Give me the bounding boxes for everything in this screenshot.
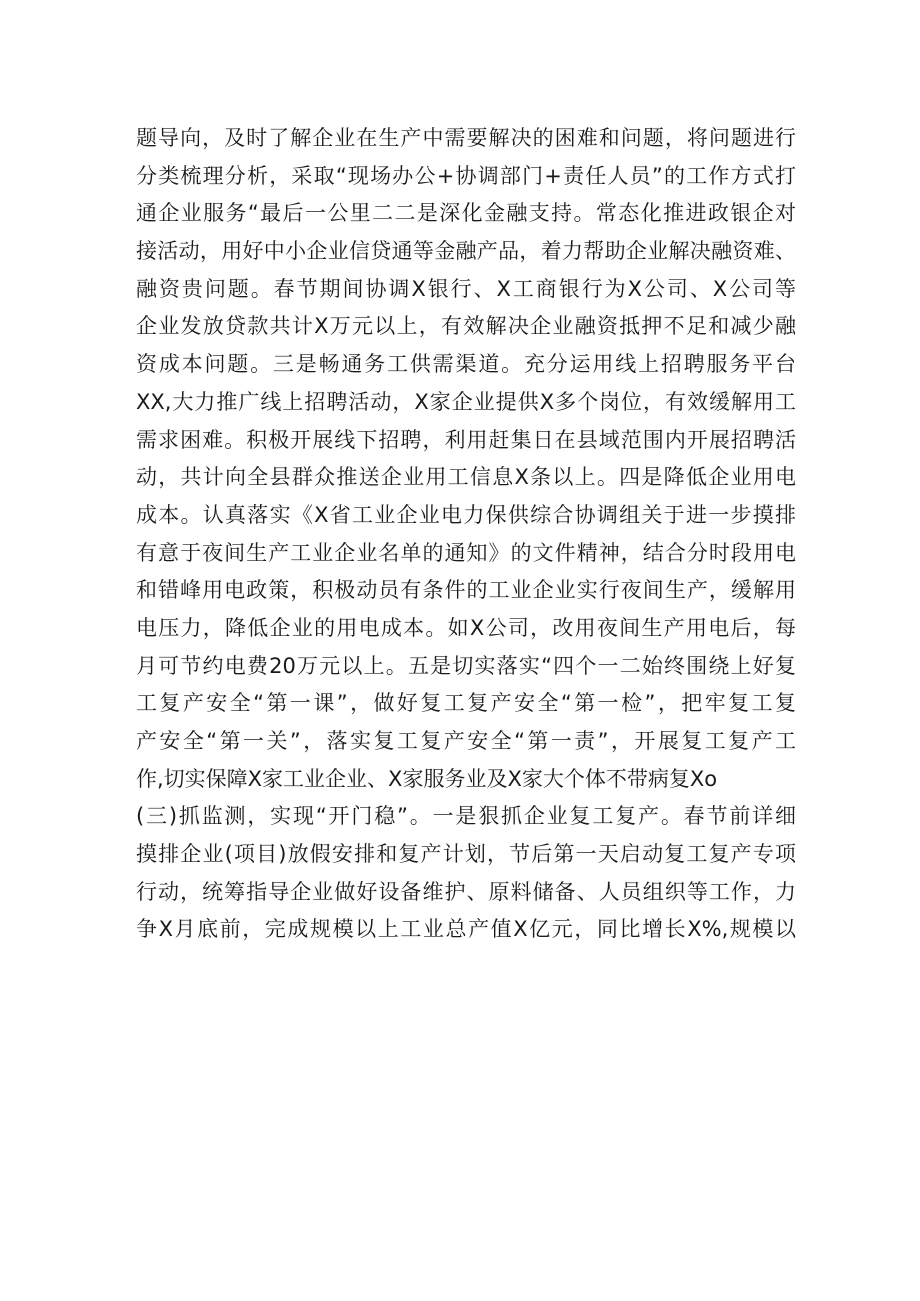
text-line: 月可节约电费20万元以上。五是切实落实“四个一二始终围绕上好复 (136, 653, 796, 678)
text-line: 需求困难。积极开展线下招聘，利用赶集日在县域范围内开展招聘活 (136, 427, 796, 452)
text-line: 产安全“第一关”，落实复工复产安全“第一责”，开展复工复产工 (136, 729, 796, 753)
text-line: 电压力，降低企业的用电成本。如X公司，改用夜间生产用电后，每 (136, 615, 796, 640)
text-line: 企业发放贷款共计X万元以上，有效解决企业融资抵押不足和减少融 (136, 314, 796, 339)
text-line: 行动，统筹指导企业做好设备维护、原料储备、人员组织等工作，力 (136, 879, 796, 904)
text-line: 资成本问题。三是畅通务工供需渠道。充分运用线上招聘服务平台 (136, 352, 796, 377)
text-line: 有意于夜间生产工业企业名单的通知》的文件精神，结合分时段用电 (136, 540, 796, 565)
text-line: 通企业服务“最后一公里二二是深化金融支持。常态化推进政银企对 (136, 201, 796, 226)
text-line: 融资贵问题。春节期间协调X银行、X工商银行为X公司、X公司等 (136, 276, 796, 301)
text-line: 工复产安全“第一课”，做好复工复产安全“第一检”，把牢复工复 (136, 691, 796, 716)
text-line: 成本。认真落实《X省工业企业电力保供综合协调组关于进一步摸排 (136, 502, 796, 527)
text-line: 作,切实保障X家工业企业、X家服务业及X家大个体不带病复Xo (136, 766, 718, 791)
text-line: 接活动，用好中小企业信贷通等金融产品，着力帮助企业解决融资难、 (136, 239, 796, 264)
text-line: 争X月底前，完成规模以上工业总产值X亿元，同比增长X%,规模以 (136, 917, 796, 942)
text-line: 动，共计向全县群众推送企业用工信息X条以上。四是降低企业用电 (136, 465, 796, 490)
text-line: 和错峰用电政策，积极动员有条件的工业企业实行夜间生产，缓解用 (136, 578, 796, 603)
document-body (136, 120, 796, 949)
text-line: 题导向，及时了解企业在生产中需要解决的困难和问题，将问题进行 (136, 126, 796, 150)
text-line: 分类梳理分析，采取“现场办公+协调部门+责任人员”的工作方式打 (136, 163, 796, 188)
text-line: 摸排企业(项目)放假安排和复产计划，节后第一天启动复工复产专项 (136, 842, 796, 867)
text-line: XX,大力推广线上招聘活动，X家企业提供X多个岗位，有效缓解用工 (136, 389, 796, 414)
section-heading-line: (三)抓监测，实现“开门稳”。一是狠抓企业复工复产。春节前详细 (136, 804, 796, 829)
